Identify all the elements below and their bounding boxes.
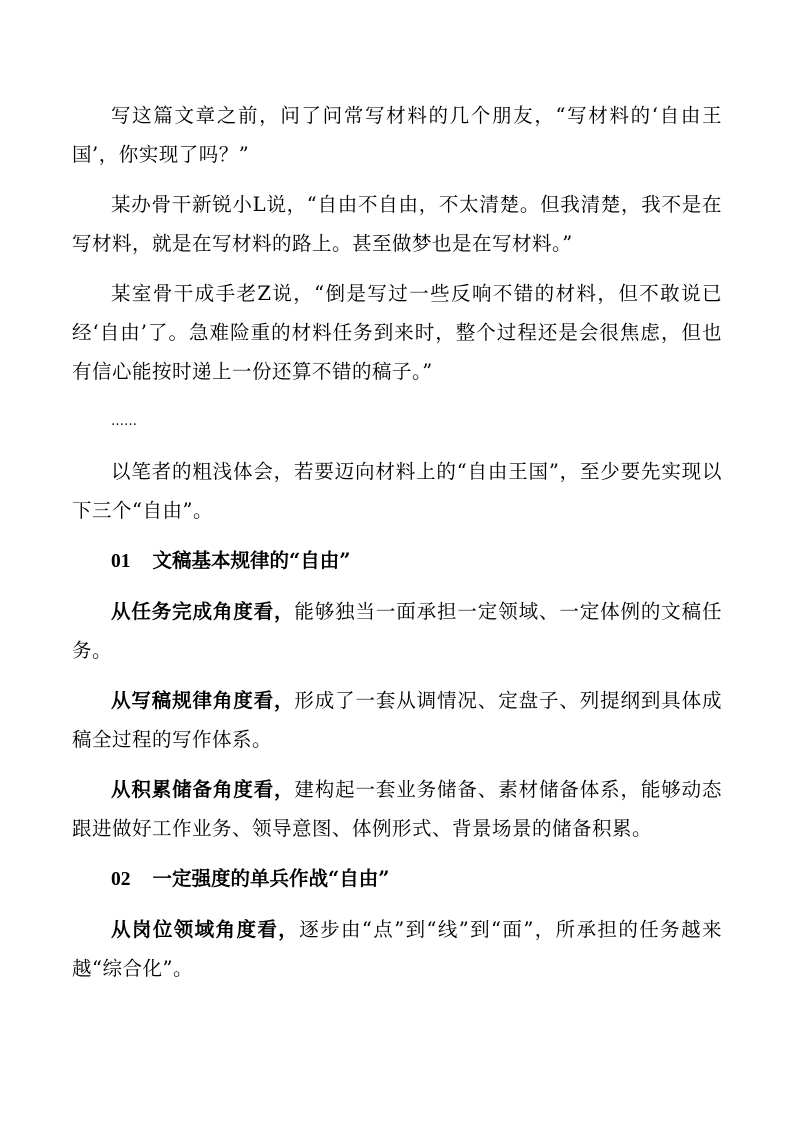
quote-paragraph-lao-z: 某室骨干成手老Z说，“倒是写过一些反响不错的材料，但不敢说已经‘自由’了。急难险重的材料任务到来时，整个过程还是会很焦虑，但也有信心能按时递上一份还算不错的稿子。” xyxy=(72,282,722,383)
item-text: 能够独当一面承担一定领域、一定体例的文稿任务。 xyxy=(72,600,722,662)
section-title: 文稿基本规律的“自由” xyxy=(152,549,351,572)
item-text: 逐步由“点”到“线”到“面”，所承担的任务越来越“综合化”。 xyxy=(72,918,722,980)
section1-item-3 xyxy=(72,770,722,848)
thesis-paragraph: 以笔者的粗浅体会，若要迈向材料上的“自由王国”，至少要先实现以下三个“自由”。 xyxy=(72,460,722,522)
item-lead: 从岗位领域角度看， xyxy=(111,918,300,941)
item-text: 形成了一套从调情况、定盘子、列提纲到具体成稿全过程的写作体系。 xyxy=(72,689,722,751)
section-number: 02 xyxy=(111,869,131,890)
section-heading-1 xyxy=(72,541,722,581)
section-title: 一定强度的单兵作战“自由” xyxy=(152,867,390,890)
item-lead: 从积累储备角度看， xyxy=(111,778,295,801)
ellipsis: …… xyxy=(111,414,137,429)
section1-item-2 xyxy=(72,681,722,759)
item-text: 建构起一套业务储备、素材储备体系，能够动态跟进做好工作业务、领导意图、体例形式、背景场景的储备积累。 xyxy=(72,778,722,840)
section-heading-2 xyxy=(72,859,722,899)
item-lead: 从写稿规律角度看， xyxy=(111,689,295,712)
section-number: 01 xyxy=(111,551,131,572)
intro-paragraph: 写这篇文章之前，问了问常写材料的几个朋友，“写材料的‘自由王国’，你实现了吗？” xyxy=(72,104,722,166)
quote-paragraph-xiao-l: 某办骨干新锐小L说，“自由不自由，不太清楚。但我清楚，我不是在写材料，就是在写材料的路上。甚至做梦也是在写材料。” xyxy=(72,193,722,255)
document-page xyxy=(72,96,722,999)
section1-item-1 xyxy=(72,592,722,670)
item-lead: 从任务完成角度看， xyxy=(111,600,295,623)
section2-item-1 xyxy=(72,910,722,988)
